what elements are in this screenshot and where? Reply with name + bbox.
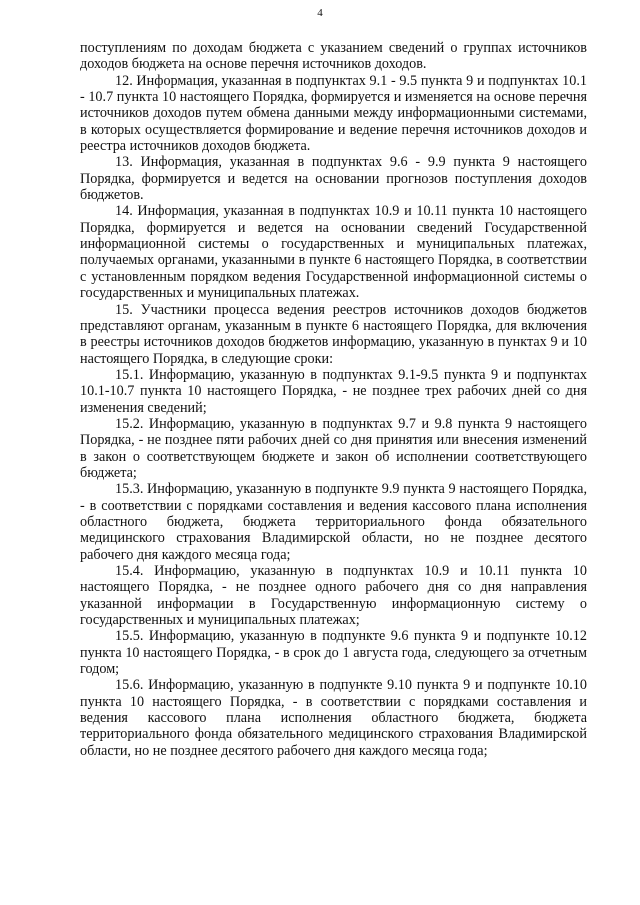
paragraph: 15.2. Информацию, указанную в подпунктах 9.7 и 9.8 пункта 9 настоящего Порядка, - не позднее пяти рабочих дней со дня принятия или внесения изменений в закон о соответствующем бюджете и закон об исполнении соответствующего бюджета; xyxy=(80,415,587,481)
document-body xyxy=(80,40,587,759)
paragraph: поступлениям по доходам бюджета с указанием сведений о группах источников доходов бюджета на основе перечня источников доходов. xyxy=(80,40,587,73)
paragraph: 14. Информация, указанная в подпунктах 10.9 и 10.11 пункта 10 настоящего Порядка, формируется и ведется на основании сведений Государственной информационной системы о государственных и муниципальных платежах, получаемых органами, указанными в пункте 6 настоящего Порядка, в соответствии с установленным порядком ведения Государственной информационной системы о государственных и муниципальных платежах. xyxy=(80,203,587,302)
paragraph: 15. Участники процесса ведения реестров источников доходов бюджетов представляют органам, указанным в пункте 6 настоящего Порядка, для включения в реестры источников доходов бюджетов информацию, указанную в пунктах 9 и 10 настоящего Порядка, в следующие сроки: xyxy=(80,301,587,367)
paragraph: 15.6. Информацию, указанную в подпункте 9.10 пункта 9 и подпункте 10.10 пункта 10 настоящего Порядка, - в соответствии с порядками составления и ведения кассового плана исполнения областного бюджета, бюджета территориального фонда обязательного медицинского страхования Владимирской области, но не позднее десятого рабочего дня каждого месяца года; xyxy=(80,677,587,759)
paragraph: 15.1. Информацию, указанную в подпунктах 9.1-9.5 пункта 9 и подпунктах 10.1-10.7 пункта 10 настоящего Порядка, - не позднее трех рабочих дней со дня изменения сведений; xyxy=(80,366,587,416)
paragraph: 15.5. Информацию, указанную в подпункте 9.6 пункта 9 и подпункте 10.12 пункта 10 настоящего Порядка, - в срок до 1 августа года, следующего за отчетным годом; xyxy=(80,628,587,678)
paragraph: 13. Информация, указанная в подпунктах 9.6 - 9.9 пункта 9 настоящего Порядка, формируется и ведется на основании прогнозов поступления доходов бюджетов. xyxy=(80,154,587,204)
page-number: 4 xyxy=(317,7,323,19)
paragraph: 12. Информация, указанная в подпунктах 9.1 - 9.5 пункта 9 и подпунктах 10.1 - 10.7 пункта 10 настоящего Порядка, формируется и изменяется на основе перечня источников доходов путем обмена данными между информационными системами, в которых осуществляется формирование и ведение перечня источников доходов и реестра источников доходов бюджета. xyxy=(80,72,587,155)
paragraph: 15.4. Информацию, указанную в подпунктах 10.9 и 10.11 пункта 10 настоящего Порядка, - не позднее одного рабочего дня со дня направления указанной информации в Государственную информационную систему о государственных и муниципальных платежах; xyxy=(80,563,587,629)
paragraph: 15.3. Информацию, указанную в подпункте 9.9 пункта 9 настоящего Порядка, - в соответствии с порядками составления и ведения кассового плана исполнения областного бюджета, бюджета территориального фонда обязательного медицинского страхования Владимирской области, но не позднее десятого рабочего дня каждого месяца года; xyxy=(80,481,587,563)
